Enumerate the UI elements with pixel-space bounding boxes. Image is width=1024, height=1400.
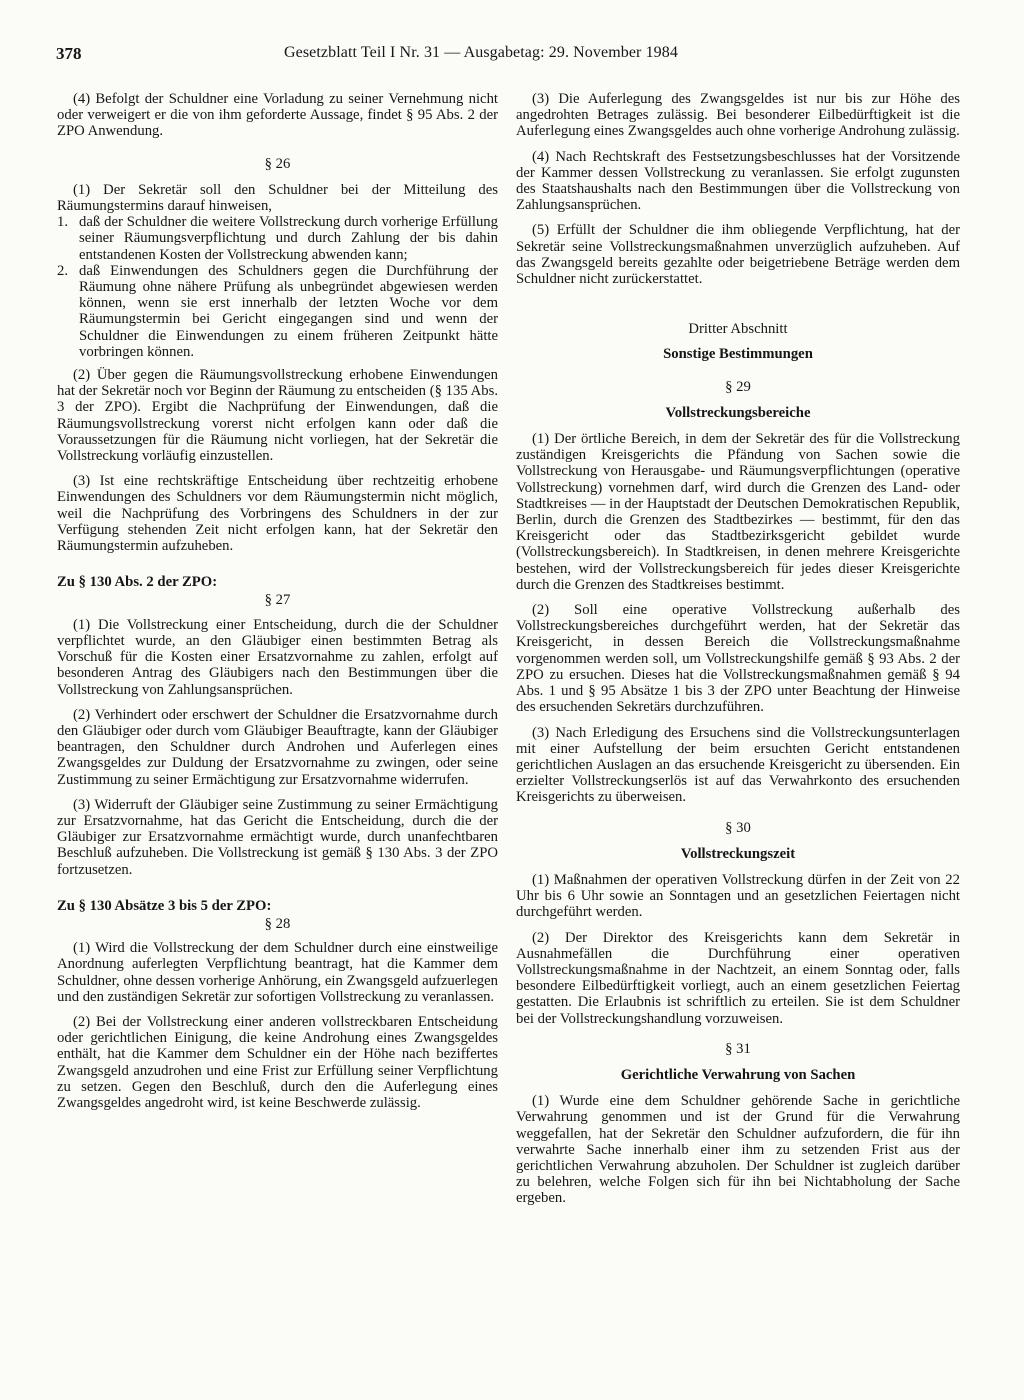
paragraph: (4) Befolgt der Schuldner eine Vorladung zu seiner Vernehmung nicht oder verweigert er die von ihm geforderte Aussage, findet § 95 Abs. 2 der ZPO Anwendung. (57, 91, 498, 140)
right-column (516, 91, 960, 1216)
section-sign-26: § 26 (264, 155, 291, 172)
list-number: 2. (57, 262, 69, 279)
section-sign-31: § 31 (725, 1040, 751, 1057)
section-sign-29: § 29 (725, 378, 751, 395)
paragraph: (3) Die Auferlegung des Zwangsgeldes ist nur bis zur Höhe des angedrohten Betrages zulässig. Bei besonderer Eilbedürftigkeit ist die Auferlegung eines Zwangsgeldes auch ohne vorherige Androhung zulässig. (516, 91, 960, 140)
paragraph: (2) Bei der Vollstreckung einer anderen vollstreckbaren Entscheidung oder gerichtlichen Einigung, die keine Androhung eines Zwangsgeldes enthält, hat die Kammer dem Schuldner ein der Höhe nach beziffertes Zwangsgeld anzudrohen und eine Frist zur Erfüllung seiner Verpflichtung zu setzen. Gegen den Beschluß, durch den die Auferlegung eines Zwangsgeldes angedroht wird, ist keine Beschwerde zulässig. (57, 1013, 498, 1111)
page-number: 378 (56, 44, 82, 63)
gazette-title: Gesetzblatt Teil I Nr. 31 — Ausgabetag: 29. November 1984 (284, 44, 678, 61)
paragraph: (5) Erfüllt der Schuldner die ihm obliegende Verpflichtung, hat der Sekretär seine Vollstreckungsmaßnahmen unverzüglich aufzuheben. Auf das Zwangsgeld bereits gezahlte oder beigetriebene Beträge werden dem Schuldner nicht zurückerstattet. (516, 222, 960, 288)
section-sign-27: § 27 (264, 592, 291, 609)
page-header (56, 44, 968, 74)
paragraph: (2) Verhindert oder erschwert der Schuldner die Ersatzvornahme durch den Gläubiger oder durch vom Gläubiger Beauftragte, kann der Gläubiger beantragen, den Schuldner durch Androhen und Auferlegen eines Zwangsgeldes zur Duldung der Ersatzvornahme zu zwingen, oder seine Zustimmung zu seiner Ermächtigung zur Ersatzvornahme widerrufen. (57, 706, 498, 788)
section-title-30: Vollstreckungszeit (680, 845, 796, 862)
reference-heading: Zu § 130 Abs. 2 der ZPO: (57, 574, 218, 591)
section-title-29: Vollstreckungsbereiche (665, 404, 811, 421)
paragraph: (1) Der örtliche Bereich, in dem der Sekretär des für die Vollstreckung zuständigen Kreisgerichts die Pfändung von Sachen sowie die Vollstreckung von Herausgabe- und Räumungsverpflichtungen (operative Vollstreckung) vornehmen darf, wird durch die Grenzen des Land- oder Stadtkreises — in der Hauptstadt der Deutschen Demokratischen Republik, Berlin, durch die Grenzen des Stadtbezirkes — bestimmt, für den das Kreisgericht oder das Stadtbezirksgericht gebildet wurde (Vollstreckungsbereich). In Stadtkreisen, in denen mehrere Kreisgerichte bestehen, wird der Vollstreckungsbereich für jedes dieser Kreisgerichte durch die Grenzen des Stadtkreises bestimmt. (516, 431, 960, 593)
left-column (57, 91, 498, 1120)
paragraph: (3) Ist eine rechtskräftige Entscheidung über rechtzeitig erhobene Einwendungen des Schuldners vor dem Räumungstermin nicht möglich, weil die Nachprüfung des Vorbringens des Schuldners in der zur Verfügung stehenden Zeit nicht erfolgen kann, hat der Sekretär den Räumungstermin aufzuheben. (57, 473, 498, 555)
paragraph: (1) Der Sekretär soll den Schuldner bei der Mitteilung des Räumungstermins darauf hinweisen, (57, 181, 498, 215)
paragraph: (1) Wird die Vollstreckung der dem Schuldner durch eine einstweilige Anordnung auferlegten Verpflichtung beantragt, hat die Kammer dem Schuldner, ohne dessen vorherige Anhörung, ein Zwangsgeld aufzuerlegen und den zuständigen Sekretär zur sofortigen Vollstreckung zu veranlassen. (57, 940, 498, 1005)
paragraph: (1) Maßnahmen der operativen Vollstreckung dürfen in der Zeit von 22 Uhr bis 6 Uhr sowie an Sonntagen und an gesetzlichen Feiertagen nicht durchgeführt werden. (516, 871, 960, 921)
list-text: daß Einwendungen des Schuldners gegen die Durchführung der Räumung ohne nähere Prüfung als unbegründet abgewiesen werden können, wenn sie erst innerhalb der letzten Woche vor dem Räumungstermin bei Gericht eingegangen sind und wenn der Schuldner die Einwendungen zu einem früheren Zeitpunkt hätte vorbringen können. (79, 262, 498, 360)
paragraph: (2) Soll eine operative Vollstreckung außerhalb des Vollstreckungsbereiches durchgeführt werden, hat der Sekretär das Kreisgericht, in dessen Bereich die Vollstreckungsmaßnahme vorgenommen werden soll, um Vollstreckungshilfe gemäß § 93 Abs. 2 der ZPO zu ersuchen. Dieses hat die Vollstreckungsmaßnahmen gemäß § 94 Abs. 1 und § 95 Absätze 1 bis 3 der ZPO unter Beachtung der Hinweise des ersuchenden Sekretärs durchzuführen. (516, 602, 960, 716)
section-sign-28: § 28 (264, 915, 291, 932)
reference-heading: Zu § 130 Absätze 3 bis 5 der ZPO: (57, 897, 272, 914)
paragraph: (3) Nach Erledigung des Ersuchens sind die Vollstreckungsunterlagen mit einer Aufstellung der beim ersuchten Gericht entstandenen gerichtlichen Auslagen an das ersuchende Kreisgericht zu übersenden. Ein erzielter Vollstreckungserlös ist auf das Verwahrkonto des ersuchenden Kreisgerichts zu überweisen. (516, 724, 960, 806)
paragraph: (2) Der Direktor des Kreisgerichts kann dem Sekretär in Ausnahmefällen die Durchführung einer operativen Vollstreckungsmaßnahme in der Nachtzeit, an einem Sonntag oder, falls besondere Eilbedürftigkeit vorliegt, auch an einem gesetzlichen Feiertag gestatten. Die Erlaubnis ist schriftlich zu erteilen. Sie ist dem Schuldner bei der Vollstreckungshandlung vorzuweisen. (516, 929, 960, 1027)
chapter-title: Sonstige Bestimmungen (663, 346, 813, 363)
paragraph: (1) Die Vollstreckung einer Entscheidung, durch die der Schuldner verpflichtet wurde, an den Gläubiger einen bestimmten Betrag als Vorschuß für die Kosten einer Ersatzvornahme zu zahlen, erfolgt auf besonderen Antrag des Gläubigers nach den Bestimmungen über die Vollstreckung von Zahlungsansprüchen. (57, 616, 498, 698)
paragraph: (4) Nach Rechtskraft des Festsetzungsbeschlusses hat der Vorsitzende der Kammer dessen Vollstreckung zu veranlassen. Sie erfolgt zugunsten des Staatshaushalts nach den Bestimmungen über die Vollstreckung von Zahlungsansprüchen. (516, 148, 960, 214)
list-number: 1. (57, 214, 69, 231)
paragraph: (2) Über gegen die Räumungsvollstreckung erhobene Einwendungen hat der Sekretär noch vor Beginn der Räumung zu entscheiden (§ 135 Abs. 3 der ZPO). Ergibt die Nachprüfung der Einwendungen, daß die Räumungsvollstreckung vorerst nicht erfolgen kann oder daß die Voraussetzungen für die Räumung nicht vorliegen, hat der Sekretär die Vollstreckung vorläufig einzustellen. (57, 367, 498, 465)
chapter-heading: Dritter Abschnitt (688, 321, 788, 338)
list-text: daß der Schuldner die weitere Vollstreckung durch vorherige Erfüllung seiner Räumungsverpflichtung und durch Zahlung der bis dahin entstandenen Kosten der Vollstreckung abwenden kann; (79, 214, 498, 263)
paragraph: (3) Widerruft der Gläubiger seine Zustimmung zu seiner Ermächtigung zur Ersatzvornahme, hat das Gericht die Entscheidung, durch die der Gläubiger zur Ersatzvornahme ermächtigt wurde, durch unanfechtbaren Beschluß aufzuheben. Die Vollstreckung ist gemäß § 130 Abs. 3 der ZPO fortzusetzen. (57, 796, 498, 878)
section-sign-30: § 30 (725, 819, 751, 836)
list-item (57, 214, 498, 263)
numbered-list (57, 214, 498, 360)
list-item (57, 263, 498, 360)
paragraph: (1) Wurde eine dem Schuldner gehörende Sache in gerichtliche Verwahrung genommen und ist der Grund für die Verwahrung weggefallen, hat der Sekretär den Schuldner aufzufordern, die für ihn verwahrte Sache innerhalb einer ihm zu setzenden Frist aus der gerichtlichen Verwahrung abzuholen. Der Schuldner ist zugleich darüber zu belehren, welche Folgen sich für ihn bei Nichtabholung der Sache ergeben. (516, 1093, 960, 1207)
section-title-31: Gerichtliche Verwahrung von Sachen (620, 1066, 856, 1083)
